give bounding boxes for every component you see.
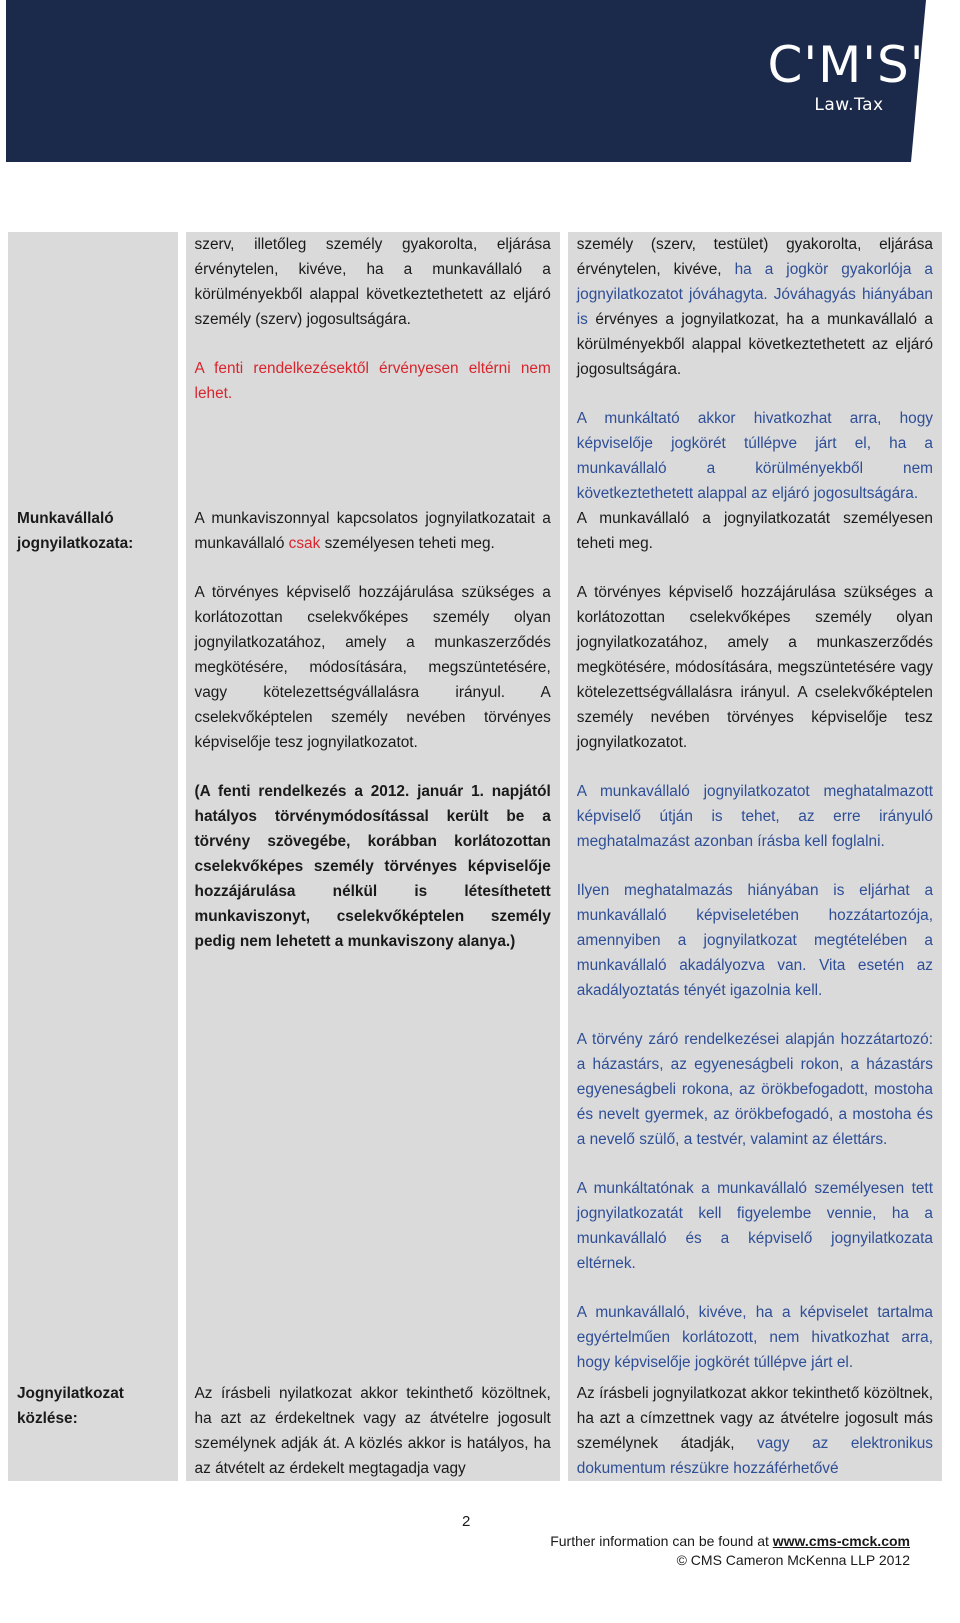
row-label: Munkavállaló jognyilatkozata: bbox=[8, 506, 178, 1375]
paragraph: A munkaviszonnyal kapcsolatos jognyilatkozatait a munkavállaló csak személyesen teheti meg. bbox=[194, 510, 551, 552]
row-label bbox=[8, 232, 178, 506]
new-law-cell bbox=[568, 232, 942, 506]
footer-info-line: Further information can be found at www.cms-cmck.com bbox=[550, 1533, 910, 1549]
paragraph-note: (A fenti rendelkezés a 2012. január 1. napjától hatályos törvénymódosítással került be a törvény szövegébe, korábban korlátozottan cselekvőképes személy törvényes képviselője hozzájárulása nélkül is létesíthetett munkaviszonyt, cselekvőképtelen személy pedig nem lehetett a munkaviszony alanya.) bbox=[194, 783, 551, 950]
paragraph-amendment: A munkavállaló jognyilatkozatot meghatalmazott képviselő útján is tehet, az erre irányuló meghatalmazást azonban írásba kell foglalni. bbox=[576, 783, 933, 850]
paragraph: Az írásbeli jognyilatkozat akkor tekinthető közöltnek, ha azt a címzettnek vagy az átvételre jogosult más személynek átadják, vagy az elektronikus dokumentum részükre hozzáférhetővé bbox=[576, 1385, 933, 1477]
header-band bbox=[6, 0, 950, 162]
paragraph-amendment: A törvény záró rendelkezései alapján hozzátartozó: a házastárs, az egyeneságbeli rokon, a házastárs egyeneságbeli rokona, az örökbefogadott, mostoha és nevelt gyermek, az örökbefogadó, a mostoha és a nevelő szülő, a testvér, valamint az élettárs. bbox=[576, 1031, 933, 1148]
row-label: Jognyilatkozat közlése: bbox=[8, 1375, 178, 1481]
old-law-cell bbox=[186, 506, 560, 1375]
paragraph-amendment: A munkáltató akkor hivatkozhat arra, hogy képviselője jogkörét túllépve járt el, ha a munkavállaló a körülményekből nem következtethetett alappal az eljáró jogosultságára. bbox=[576, 410, 933, 502]
paragraph-amendment: A fenti rendelkezésektől érvényesen eltérni nem lehet. bbox=[194, 360, 551, 402]
paragraph: A munkavállaló a jognyilatkozatát személyesen teheti meg. bbox=[576, 510, 933, 552]
paragraph-amendment: A munkavállaló, kivéve, ha a képviselet tartalma egyértelműen korlátozott, nem hivatkozhat arra, hogy képviselője jogkörét túllépve járt el. bbox=[576, 1304, 933, 1371]
page-number: 2 bbox=[462, 1513, 471, 1530]
paragraph: személy (szerv, testület) gyakorolta, eljárása érvénytelen, kivéve, ha a jogkör gyakorlója a jognyilatkozatot jóváhagyta. Jóváhagyás hiányában is érvényes a jognyilatkozat, ha a munkavállaló a körülményekből alappal következtethetett az eljáró jogosultságára. bbox=[576, 236, 933, 378]
logo-subtitle: Law.Tax bbox=[814, 95, 884, 115]
new-law-cell bbox=[568, 506, 942, 1375]
paragraph: Az írásbeli nyilatkozat akkor tekinthető közöltnek, ha azt az érdekeltnek vagy az átvételre jogosult személynek adják át. A közlés akkor is hatályos, ha az átvételt az érdekelt megtagadja vagy bbox=[194, 1385, 551, 1477]
copyright: © CMS Cameron McKenna LLP 2012 bbox=[676, 1552, 910, 1568]
table-row bbox=[8, 232, 942, 506]
paragraph: A törvényes képviselő hozzájárulása szükséges a korlátozottan cselekvőképes személy olyan jognyilatkozatához, amely a munkaszerződés megkötésére, módosítására, megszüntetésére, vagy kötelezettségvállalásra irányul. A cselekvőképtelen személy nevében törvényes képviselője tesz jognyilatkozatot. bbox=[194, 584, 551, 751]
paragraph: szerv, illetőleg személy gyakorolta, eljárása érvénytelen, kivéve, ha a munkavállaló a körülményekből alappal következtethetett az eljáró személy (szerv) jogosultságára. bbox=[194, 236, 551, 328]
paragraph-amendment: Ilyen meghatalmazás hiányában is eljárhat a munkavállaló képviseletében hozzátartozója, amennyiben a jognyilatkozat megtételében a munkavállaló akadályozva van. Vita esetén az akadályoztatás tényét igazolnia kell. bbox=[576, 882, 933, 999]
table-row bbox=[8, 1375, 942, 1481]
cms-logo bbox=[766, 35, 926, 115]
new-law-cell bbox=[568, 1375, 942, 1481]
footer-info bbox=[550, 1532, 910, 1570]
website-link[interactable]: www.cms-cmck.com bbox=[772, 1533, 910, 1549]
logo-mark: C'M'S' bbox=[767, 36, 925, 94]
table-row bbox=[8, 506, 942, 1375]
comparison-table bbox=[0, 232, 950, 1481]
paragraph: A törvényes képviselő hozzájárulása szükséges a korlátozottan cselekvőképes személy olyan jognyilatkozatához, amely a munkaszerződés megkötésére, módosítására, megszüntetésére vagy kötelezettségvállalásra irányul. A cselekvőképtelen személy nevében törvényes képviselője tesz jognyilatkozatot. bbox=[576, 584, 933, 751]
paragraph-amendment: A munkáltatónak a munkavállaló személyesen tett jognyilatkozatát kell figyelembe vennie, ha a munkavállaló és a képviselő jognyilatkozata eltérnek. bbox=[576, 1180, 933, 1272]
old-law-cell bbox=[186, 1375, 560, 1481]
old-law-cell bbox=[186, 232, 560, 506]
